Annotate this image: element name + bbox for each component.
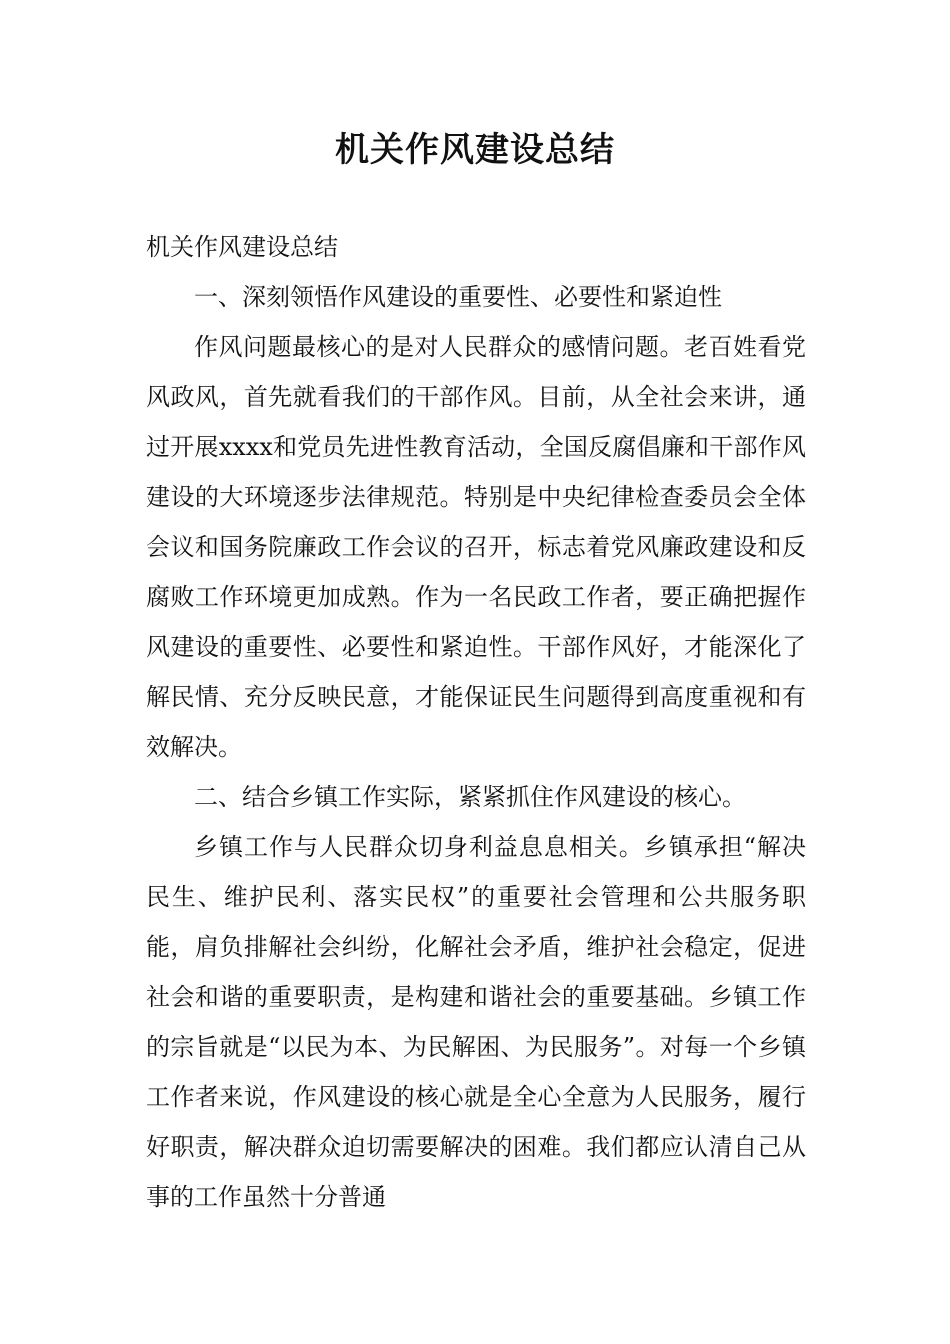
paragraph-2: 乡镇工作与人民群众切身利益息息相关。乡镇承担“解决民生、维护民利、落实民权”的重要社会管理和公共服务职能，肩负排解社会纠纷，化解社会矛盾，维护社会稳定，促进社会和谐的重要职责，是构建和谐社会的重要基础。乡镇工作的宗旨就是“以民为本、为民解困、为民服务”。对每一个乡镇工作者来说，作风建设的核心就是全心全意为人民服务，履行好职责，解决群众迫切需要解决的困难。我们都应认清自己从事的工作虽然十分普通 — [146, 833, 806, 1211]
document-title: 机关作风建设总结 — [335, 130, 615, 170]
paragraph-1: 作风问题最核心的是对人民群众的感情问题。老百姓看党风政风，首先就看我们的干部作风。目前，从全社会来讲，通过开展xxxx和党员先进性教育活动，全国反腐倡廉和干部作风建设的大环境逐步法律规范。特别是中央纪律检查委员会全体会议和国务院廉政工作会议的召开，标志着党风廉政建设和反腐败工作环境更加成熟。作为一名民政工作者，要正确把握作风建设的重要性、必要性和紧迫性。干部作风好，才能深化了解民情、充分反映民意，才能保证民生问题得到高度重视和有效解决。 — [146, 333, 806, 761]
document-body — [146, 222, 806, 1222]
document-subtitle: 机关作风建设总结 — [146, 233, 338, 261]
section-heading-1: 一、深刻领悟作风建设的重要性、必要性和紧迫性 — [194, 283, 722, 311]
section-heading-2: 二、结合乡镇工作实际，紧紧抓住作风建设的核心。 — [194, 783, 746, 811]
